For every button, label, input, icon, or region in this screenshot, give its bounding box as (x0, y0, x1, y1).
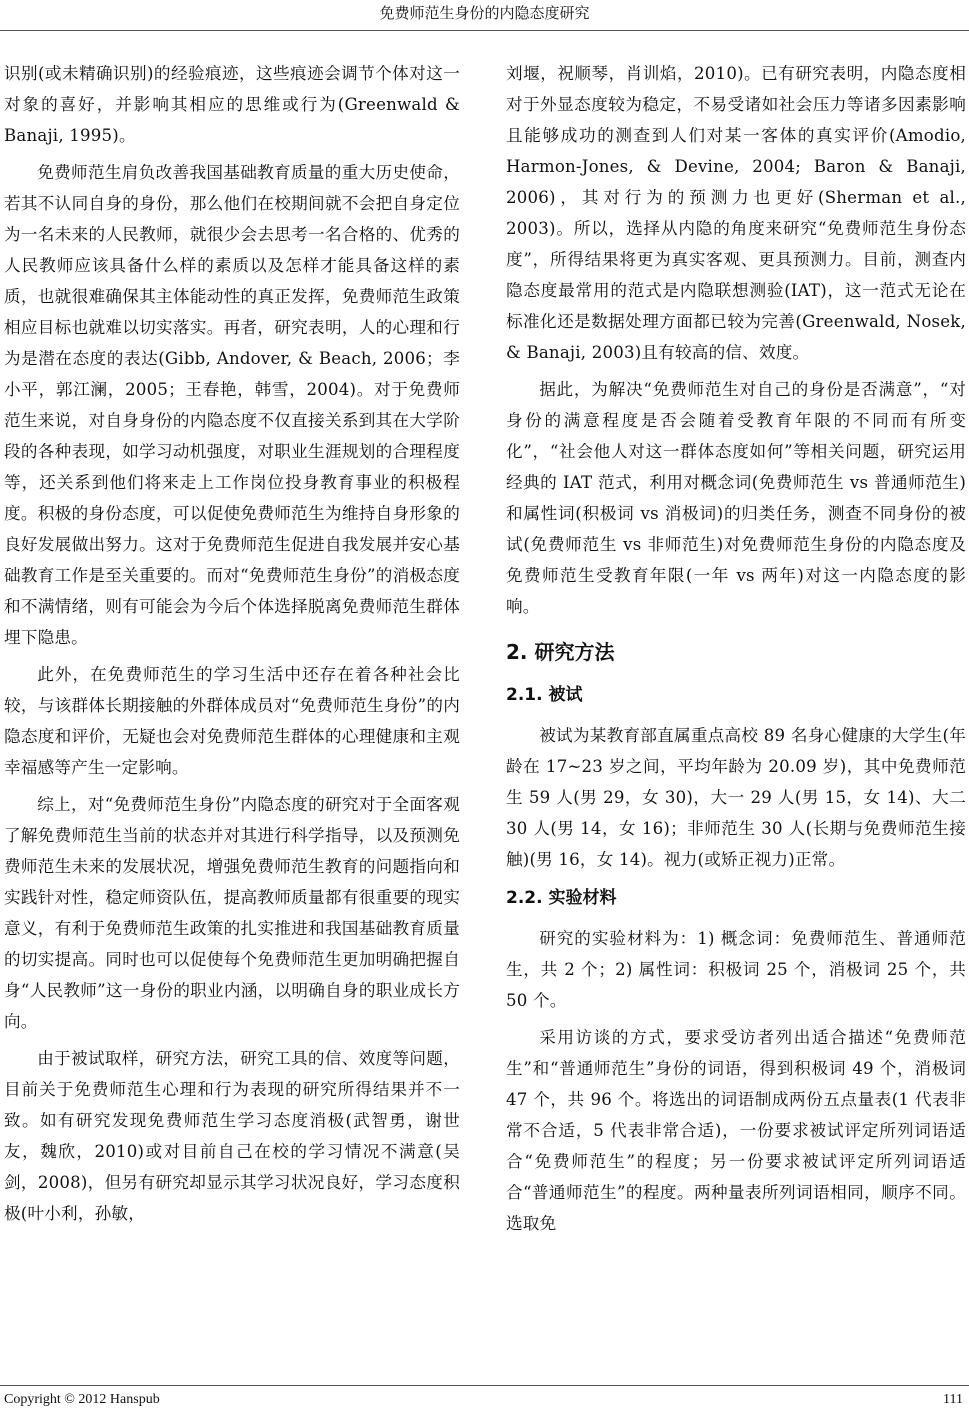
left-column (4, 58, 460, 1235)
body-paragraph: 被试为某教育部直属重点高校 89 名身心健康的大学生(年龄在 17~23 岁之间，平均年龄为 20.09 岁)，其中免费师范生 59 人(男 29，女 30)，大一 29 人(男 15，女 14)、大二 30 人(男 14，女 16)；非师范生 30 人(长期与免费师范生接触)(男 16，女 14)。视力(或矫正视力)正常。 (506, 726, 966, 869)
body-paragraph: 刘堰，祝顺琴，肖训焰，2010)。已有研究表明，内隐态度相对于外显态度较为稳定，不易受诸如社会压力等诸多因素影响且能够成功的测查到人们对某一客体的真实评价(Amodio, Harmon-Jones, & Devine, 2004; Baron & Banaji, 2006)，其对行为的预测力也更好(Sherman et al., 2003)。所以，选择从内隐的角度来研究“免费师范生身份态度”，所得结果将更为真实客观、更具预测力。目前，测查内隐态度最常用的范式是内隐联想测验(IAT)，这一范式无论在标准化还是数据处理方面都已较为完善(Greenwald, Nosek, & Banaji, 2003)且有较高的信、效度。 (506, 64, 966, 362)
copyright-notice: Copyright © 2012 Hanspub (4, 1392, 160, 1407)
body-paragraph: 采用访谈的方式，要求受访者列出适合描述“免费师范生”和“普通师范生”身份的词语，得到积极词 49 个，消极词 47 个，共 96 个。将选出的词语制成两份五点量表(1 代表非常不合适，5 代表非常合适)，一份要求被试评定所列词语适合“免费师范生”的程度；另一份要求被试评定所列词语适合“普通师范生”的程度。两种量表所列词语相同，顺序不同。选取免 (506, 1028, 966, 1233)
body-paragraph: 据此，为解决“免费师范生对自己的身份是否满意”，“对身份的满意程度是否会随着受教育年限的不同而有所变化”，“社会他人对这一群体态度如何”等相关问题，研究运用经典的 IAT 范式，利用对概念词(免费师范生 vs 普通师范生)和属性词(积极词 vs 消极词)的归类任务，测查不同身份的被试(免费师范生 vs 非师范生)对免费师范生身份的内隐态度及免费师范生受教育年限(一年 vs 两年)对这一内隐态度的影响。 (506, 380, 966, 616)
footer-rule (0, 1385, 969, 1386)
body-paragraph: 综上，对“免费师范生身份”内隐态度的研究对于全面客观了解免费师范生当前的状态并对其进行科学指导，以及预测免费师范生未来的发展状况，增强免费师范生教育的问题指向和实践针对性，稳定师资队伍，提高教师质量都有很重要的现实意义，有利于免费师范生政策的扎实推进和我国基础教育质量的切实提高。同时也可以促使每个免费师范生更加明确把握自身“人民教师”这一身份的职业内涵，以明确自身的职业成长方向。 (4, 795, 460, 1031)
header-rule (0, 30, 969, 31)
subsection-heading: 2.1. 被试 (506, 685, 583, 705)
page-number: 111 (943, 1392, 963, 1407)
body-paragraph: 由于被试取样，研究方法，研究工具的信、效度等问题，目前关于免费师范生心理和行为表现的研究所得结果并不一致。如有研究发现免费师范生学习态度消极(武智勇，谢世友，魏欣，2010)或对目前自己在校的学习情况不满意(吴剑，2008)，但另有研究却显示其学习状况良好，学习态度积极(叶小利，孙敏， (4, 1049, 460, 1223)
body-paragraph: 免费师范生肩负改善我国基础教育质量的重大历史使命，若其不认同自身的身份，那么他们在校期间就不会把自身定位为一名未来的人民教师，就很少会去思考一名合格的、优秀的人民教师应该具备什么样的素质以及怎样才能具备这样的素质，也就很难确保其主体能动性的真正发挥，免费师范生政策相应目标也就难以切实落实。再者，研究表明，人的心理和行为是潜在态度的表达(Gibb, Andover, & Beach, 2006；李小平，郭江澜，2005；王春艳，韩雪，2004)。对于免费师范生来说，对自身身份的内隐态度不仅直接关系到其在大学阶段的各种表现，如学习动机强度，对职业生涯规划的合理程度等，还关系到他们将来走上工作岗位投身教育事业的积极程度。积极的身份态度，可以促使免费师范生为维持自身形象的良好发展做出努力。这对于免费师范生促进自我发展并安心基础教育工作是至关重要的。而对“免费师范生身份”的消极态度和不满情绪，则有可能会为今后个体选择脱离免费师范生群体埋下隐患。 (4, 163, 460, 647)
body-paragraph: 研究的实验材料为：1) 概念词：免费师范生、普通师范生，共 2 个；2) 属性词：积极词 25 个，消极词 25 个，共 50 个。 (506, 929, 966, 1010)
body-paragraph: 此外，在免费师范生的学习生活中还存在着各种社会比较，与该群体长期接触的外群体成员对“免费师范生身份”的内隐态度和评价，无疑也会对免费师范生群体的心理健康和主观幸福感等产生一定影响。 (4, 665, 460, 777)
section-heading: 2. 研究方法 (506, 640, 615, 664)
body-paragraph: 识别(或未精确识别)的经验痕迹，这些痕迹会调节个体对这一对象的喜好，并影响其相应的思维或行为(Greenwald & Banaji, 1995)。 (4, 64, 460, 145)
running-title: 免费师范生身份的内隐态度研究 (379, 4, 590, 22)
subsection-heading: 2.2. 实验材料 (506, 888, 617, 908)
right-column (506, 58, 966, 1245)
